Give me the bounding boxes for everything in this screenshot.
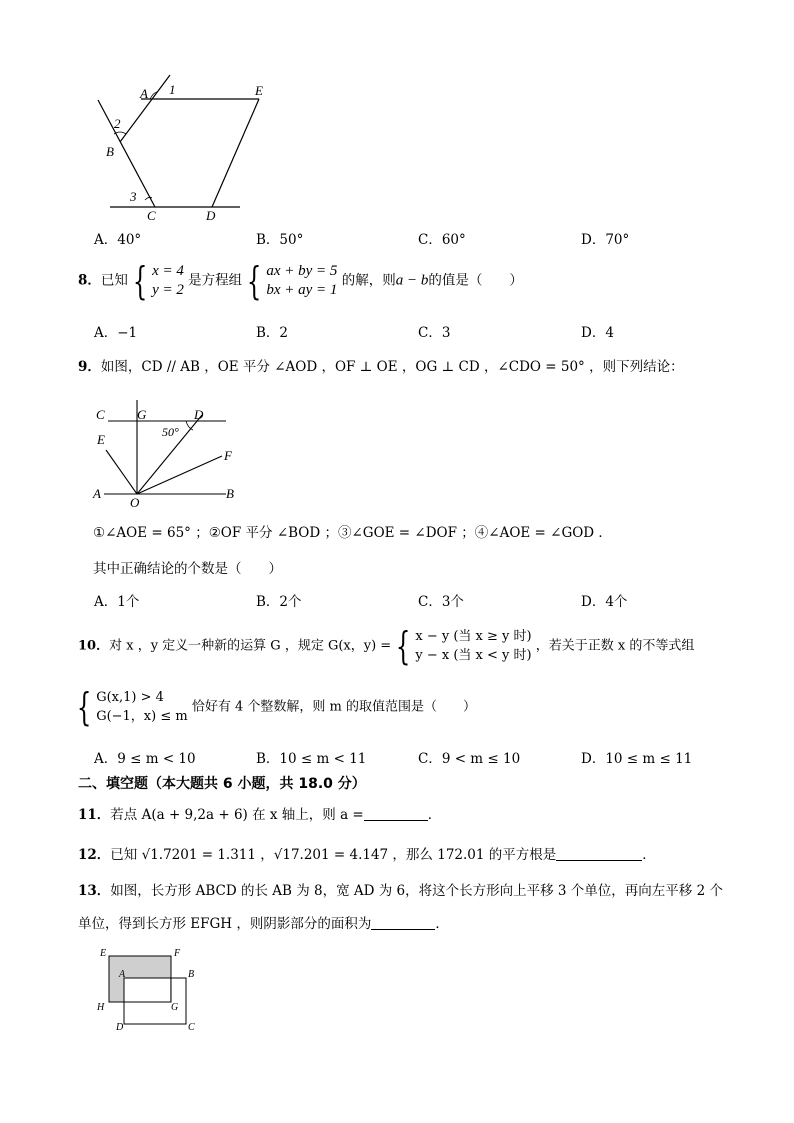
q7-figure [90,70,280,225]
q9-option-d: D．4个 [581,594,628,610]
q9-conclusions: ①∠AOE = 65° ；②OF 平分 ∠BOD ；③∠GOE = ∠DOF ；④∠AOE = ∠GOD ． [93,525,612,541]
q9-option-a: A．1个 [94,594,140,610]
q10-option-d: D．10 ≤ m ≤ 11 [581,751,693,767]
svg-text:F: F [224,448,232,463]
q9-question: 其中正确结论的个数是（ ） [93,561,282,577]
svg-text:C: C [96,407,105,422]
svg-text:G: G [171,1002,179,1013]
svg-text:D: D [116,1022,124,1033]
q13-figure [94,944,204,1034]
svg-text:B: B [188,969,195,980]
svg-text:D: D [194,407,204,422]
q10-option-a: A．9 ≤ m < 10 [94,751,196,767]
q11-answer-blank[interactable] [364,806,428,821]
q13-answer-blank[interactable] [371,915,435,930]
q12-text-1: 已知 √1.7201 = 1.311 ，√17.201 = 4.147 ，那么 172.01 的平方根是 [110,847,557,863]
q8-number: 8． [78,272,101,289]
q10-stem-2: { G(x,1) > 4 G(−1，x) ≤ m 恰好有 4 个整数解，则 m 的取值范围是（ ） [76,685,476,729]
svg-text:A: A [93,486,101,501]
q9-number: 9． [78,359,101,375]
q8-option-b: B．2 [256,325,289,341]
q10-option-c: C．9 < m ≤ 10 [418,751,521,767]
svg-text:C: C [188,1022,195,1033]
q8-equation-system: ax + by = 5 bx + ay = 1 [266,263,338,298]
fig7-label-e: E [255,83,263,98]
q13-number: 13． [78,883,111,899]
q11-text-2: ． [427,807,442,823]
q8-option-d: D．4 [581,325,614,341]
fig7-label-b: B [106,144,114,159]
q8-solution-system: x = 4 y = 2 [152,263,184,298]
q8-option-a: A．−1 [94,325,138,341]
q8-text-4: 的值是（ ） [428,272,523,289]
q7-option-b: B．50° [256,232,304,248]
q13-stem-line2 [78,913,449,935]
svg-text:O: O [130,495,140,510]
q9-text: 如图，CD // AB ，OE 平分 ∠AOD ，OF ⊥ OE ，OG ⊥ CD ，∠CDO = 50° ，则下列结论： [100,359,684,375]
q8-text-2: 是方程组 [188,272,243,289]
svg-text:B: B [226,486,234,501]
q11-text-1: 若点 A(a + 9,2a + 6) 在 x 轴上，则 a = [110,807,364,823]
q12-stem [78,844,656,866]
q11-number: 11． [78,807,111,823]
q12-answer-blank[interactable] [556,846,642,861]
svg-text:G: G [137,407,147,422]
q13-text-2: 单位，得到长方形 EFGH ，则阴影部分的面积为 [78,916,372,932]
fig7-label-2: 2 [114,116,121,131]
q8-option-c: C．3 [418,325,451,341]
q10-number: 10． [78,638,110,654]
q12-text-2: ． [642,847,656,863]
q7-option-d: D．70° [581,232,630,248]
q10-cases: x − y (当 x ≥ y 时) y − x (当 x < y 时) [415,629,532,663]
svg-text:E: E [100,948,107,959]
svg-text:A: A [119,969,126,980]
fig7-label-c: C [147,208,156,223]
q10-text-3: 恰好有 4 个整数解，则 m 的取值范围是（ ） [191,699,476,715]
q8-text-3: 的解，则 [341,272,396,289]
q13-text-3: ． [435,916,449,932]
q12-number: 12． [78,847,111,863]
q10-option-b: B．10 ≤ m < 11 [256,751,367,767]
q13-stem-line1 [78,880,723,902]
svg-text:E: E [97,432,105,447]
q7-option-a: A．40° [94,232,142,248]
fig7-label-d: D [206,208,216,223]
q10-stem: 10．对 x ，y 定义一种新的运算 G ，规定 G(x，y) = { x − y (当 x ≥ y 时) y − x (当 x < y 时) ，若关于正数 x 的不等式组 [78,624,695,668]
q8-text-1: 已知 [100,272,128,289]
q8-stem: 8．已知 { x = 4 y = 2 是方程组 { ax + by = 5 bx + ay = 1 的解，则a − b的值是（ ） [78,259,523,303]
q7-option-c: C．60° [418,232,466,248]
fig7-label-3: 3 [130,189,137,204]
svg-text:50°: 50° [162,425,179,439]
q10-text-1: 对 x ，y 定义一种新的运算 G ，规定 G(x，y) = [109,638,392,654]
section-fill-in-title: 二、填空题（本大题共 6 小题，共 18.0 分） [78,776,366,792]
q9-stem [78,356,684,378]
q8-expr: a − b [395,272,429,289]
q13-text-1: 如图，长方形 ABCD 的长 AB 为 8，宽 AD 为 6，将这个长方形向上平移 3 个单位，再向左平移 2 个 [110,883,723,899]
q9-option-b: B．2个 [256,594,302,610]
q10-text-2: ，若关于正数 x 的不等式组 [535,638,695,654]
fig7-label-a: A [140,86,148,101]
q10-inequalities: G(x,1) > 4 G(−1，x) ≤ m [96,690,188,724]
fig7-label-1: 1 [169,82,176,97]
svg-text:F: F [174,948,181,959]
svg-text:H: H [97,1002,105,1013]
q9-figure [90,400,250,510]
q11-stem [78,804,441,826]
q9-option-c: C．3个 [418,594,464,610]
